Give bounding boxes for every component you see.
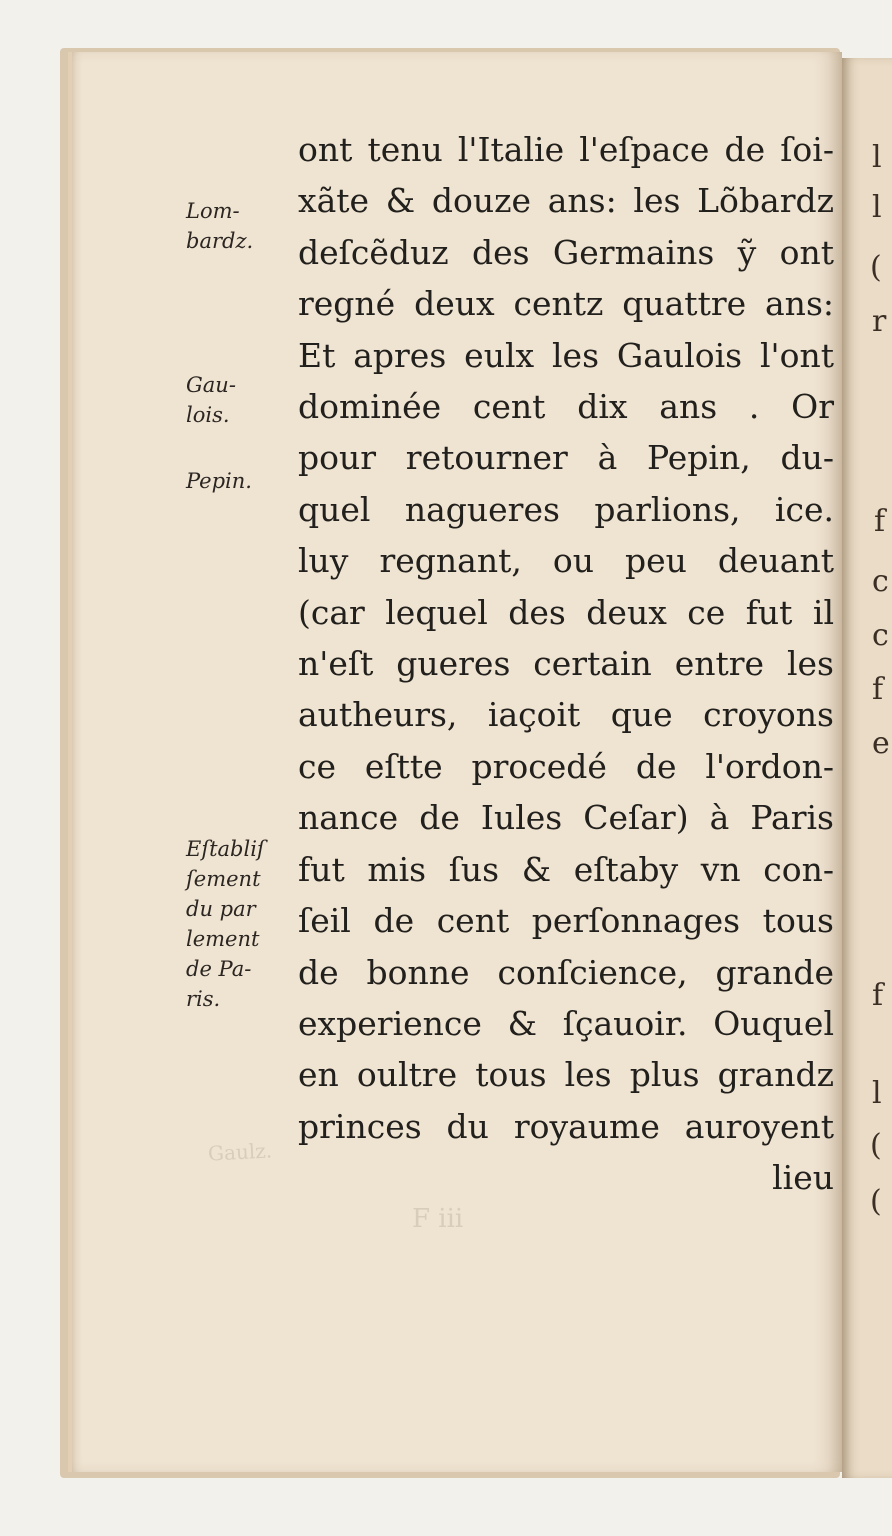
facing-page-glyph: l: [872, 140, 882, 175]
body-line: ce eſtte procedé de l'ordon-: [298, 746, 834, 786]
body-line: ſeil de cent perſonnages tous: [298, 901, 834, 941]
margin-note-lombardz: [186, 196, 286, 256]
body-line: (car lequel des deux ce fut il: [298, 592, 834, 632]
body-line: deſcẽduz des Germains ỹ ont: [298, 232, 834, 272]
body-line: ont tenu l'Italie l'eſpace de ſoi-: [298, 130, 834, 169]
margin-note-line: de Pa-: [186, 957, 252, 981]
body-line: Et apres eulx les Gaulois l'ont: [298, 335, 834, 375]
margin-note-line: ris.: [186, 987, 221, 1011]
body-line: dominée cent dix ans . Or: [298, 387, 834, 427]
margin-note-pepin: [186, 466, 286, 496]
margin-note-gaulois: [186, 370, 286, 430]
margin-note-line: Gau-: [186, 373, 236, 397]
margin-note-line: lement: [186, 927, 260, 951]
catchword: lieu: [772, 1158, 834, 1198]
facing-page-glyph: f: [872, 978, 884, 1013]
facing-page-glyph: e: [872, 726, 890, 761]
body-line: xãte & douze ans: les Lõbardz: [298, 181, 834, 221]
margin-note-line: lois.: [186, 403, 230, 427]
facing-page-glyph: (: [870, 1128, 882, 1163]
margin-note-line: ſement: [186, 867, 261, 891]
body-line: fut mis ſus & eſtaby vn con-: [298, 849, 834, 889]
facing-page-glyph: (: [870, 1184, 882, 1219]
body-text-block: [298, 124, 834, 1204]
body-line: experience & ſçauoir. Ouquel: [298, 1003, 834, 1043]
body-line: autheurs, iaçoit que croyons: [298, 695, 834, 735]
body-line: pour retourner à Pepin, du-: [298, 438, 834, 478]
body-line: quel nagueres parlions, ice.: [298, 489, 834, 529]
facing-page-glyph: l: [872, 1076, 882, 1111]
facing-page-edge: [842, 58, 892, 1478]
facing-page-glyph: r: [872, 304, 887, 339]
body-line: nance de Iules Ceſar) à Paris: [298, 798, 834, 838]
margin-note-line: Eſtabliſ: [186, 837, 265, 861]
body-line: de bonne conſcience, grande: [298, 952, 834, 992]
body-line: n'eſt gueres certain entre les: [298, 644, 834, 684]
bleed-through-folio: F iii: [412, 1204, 464, 1234]
margin-note-establissement: [186, 834, 286, 1014]
facing-page-glyph: l: [872, 190, 882, 225]
margin-note-line: Pepin.: [186, 469, 252, 493]
body-line: regné deux centz quattre ans:: [298, 284, 834, 324]
body-line: luy regnant, ou peu deuant: [298, 541, 834, 581]
facing-page-glyph: f: [874, 504, 886, 539]
body-line: en oultre tous les plus grandz: [298, 1055, 834, 1095]
margin-note-line: du par: [186, 897, 256, 921]
facing-page-glyph: c: [872, 618, 889, 653]
facing-page-glyph: (: [870, 250, 882, 285]
facing-page-glyph: c: [872, 564, 889, 599]
margin-note-line: Lom-: [186, 199, 240, 223]
body-line: princes du royaume auroyent: [298, 1106, 834, 1146]
margin-note-line: bardz.: [186, 229, 254, 253]
facing-page-glyph: f: [872, 672, 884, 707]
bleed-through-margin-note: Gaulz.: [207, 1138, 273, 1166]
